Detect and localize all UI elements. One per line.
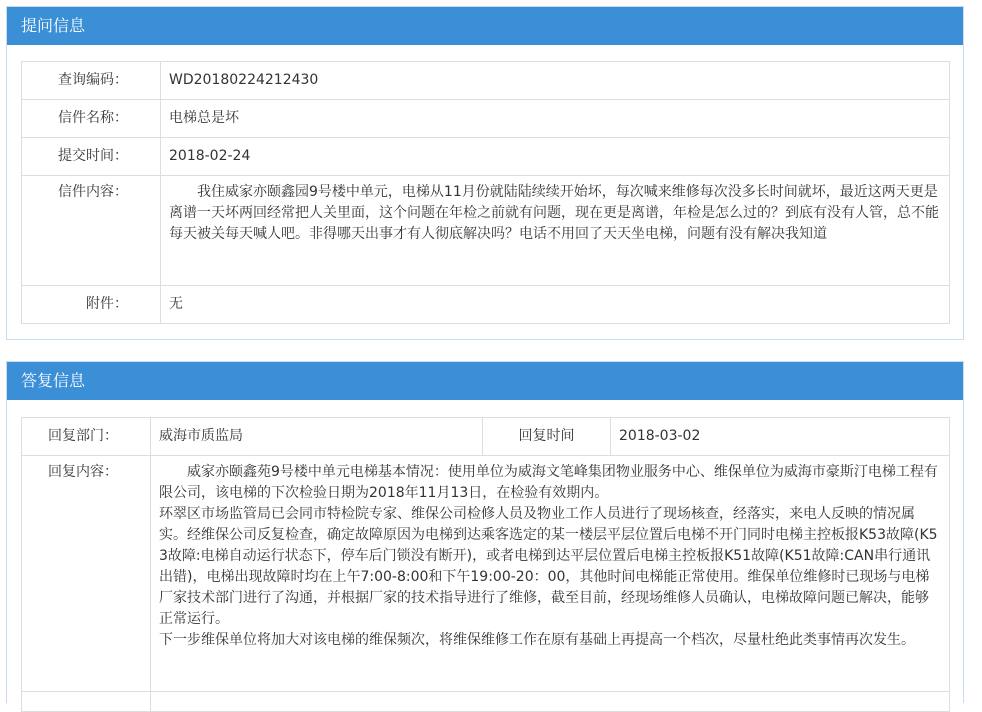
table-row xyxy=(22,418,950,456)
reply-time-label: 回复时间 xyxy=(483,418,611,456)
reply-paragraph: 威家亦颐鑫苑9号楼中单元电梯基本情况：使用单位为威海文笔峰集团物业服务中心、维保单位为威海市豪斯汀电梯工程有限公司，该电梯的下次检验日期为2018年11月13日，在检验有效期内。 xyxy=(159,464,938,501)
answer-panel-title: 答复信息 xyxy=(7,362,963,400)
query-code-value: WD20180224212430 xyxy=(161,62,950,100)
table-row xyxy=(22,62,950,100)
question-panel-title: 提问信息 xyxy=(7,7,963,45)
empty-cell xyxy=(151,692,950,712)
submit-time-label: 提交时间： xyxy=(22,138,161,176)
reply-content-label: 回复内容： xyxy=(22,456,151,692)
reply-paragraph: 环翠区市场监管局已会同市特检院专家、维保公司检修人员及物业工作人员进行了现场核查，经落实，来电人反映的情况属实。经维保公司反复检查，确定故障原因为电梯到达乘客选定的某一楼层平层位置后电梯不开门同时电梯主控板报K53故障(K53故障:电梯自动运行状态下，停车后门锁没有断开)，或者电梯到达平层位置后电梯主控板报K51故障(K51故障:CAN串行通讯出错)，电梯出现故障时均在上午7:00-8:00和下午19:00-20：00，其他时间电梯能正常使用。维保单位维修时已现场与电梯厂家技术部门进行了沟通，并根据厂家的技术指导进行了维修，截至目前，经现场维修人员确认，电梯故障问题已解决，能够正常运行。 xyxy=(159,506,938,627)
letter-name-label: 信件名称： xyxy=(22,100,161,138)
letter-name-value: 电梯总是坏 xyxy=(161,100,950,138)
table-row xyxy=(22,456,950,692)
attachment-value: 无 xyxy=(161,286,950,324)
letter-content-cell xyxy=(161,176,950,286)
table-row xyxy=(22,176,950,286)
letter-content-value: 我住威家亦颐鑫园9号楼中单元，电梯从11月份就陆陆续续开始坏，每次喊来维修每次没多长时间就坏，最近这两天更是离谱一天坏两回经常把人关里面，这个问题在年检之前就有问题，现在更是离谱，年检是怎么过的？到底有没有人管，总不能每天被关每天喊人吧。非得哪天出事才有人彻底解决吗？电话不用回了天天坐电梯，问题有没有解决我知道 xyxy=(169,184,939,242)
table-row xyxy=(22,286,950,324)
table-row xyxy=(22,138,950,176)
reply-content-cell xyxy=(151,456,950,692)
reply-dept-label: 回复部门： xyxy=(22,418,151,456)
reply-dept-value: 威海市质监局 xyxy=(151,418,483,456)
submit-time-value: 2018-02-24 xyxy=(161,138,950,176)
table-row xyxy=(22,100,950,138)
table-row xyxy=(22,692,950,712)
question-table xyxy=(21,61,950,324)
query-code-label: 查询编码： xyxy=(22,62,161,100)
empty-cell xyxy=(22,692,151,712)
answer-table xyxy=(21,417,950,712)
letter-content-label: 信件内容： xyxy=(22,176,161,286)
reply-content-value xyxy=(159,462,949,651)
reply-paragraph: 下一步维保单位将加大对该电梯的维保频次，将维保维修工作在原有基础上再提高一个档次，尽量杜绝此类事情再次发生。 xyxy=(159,632,915,648)
attachment-label: 附件： xyxy=(22,286,161,324)
reply-time-value: 2018-03-02 xyxy=(611,418,950,456)
